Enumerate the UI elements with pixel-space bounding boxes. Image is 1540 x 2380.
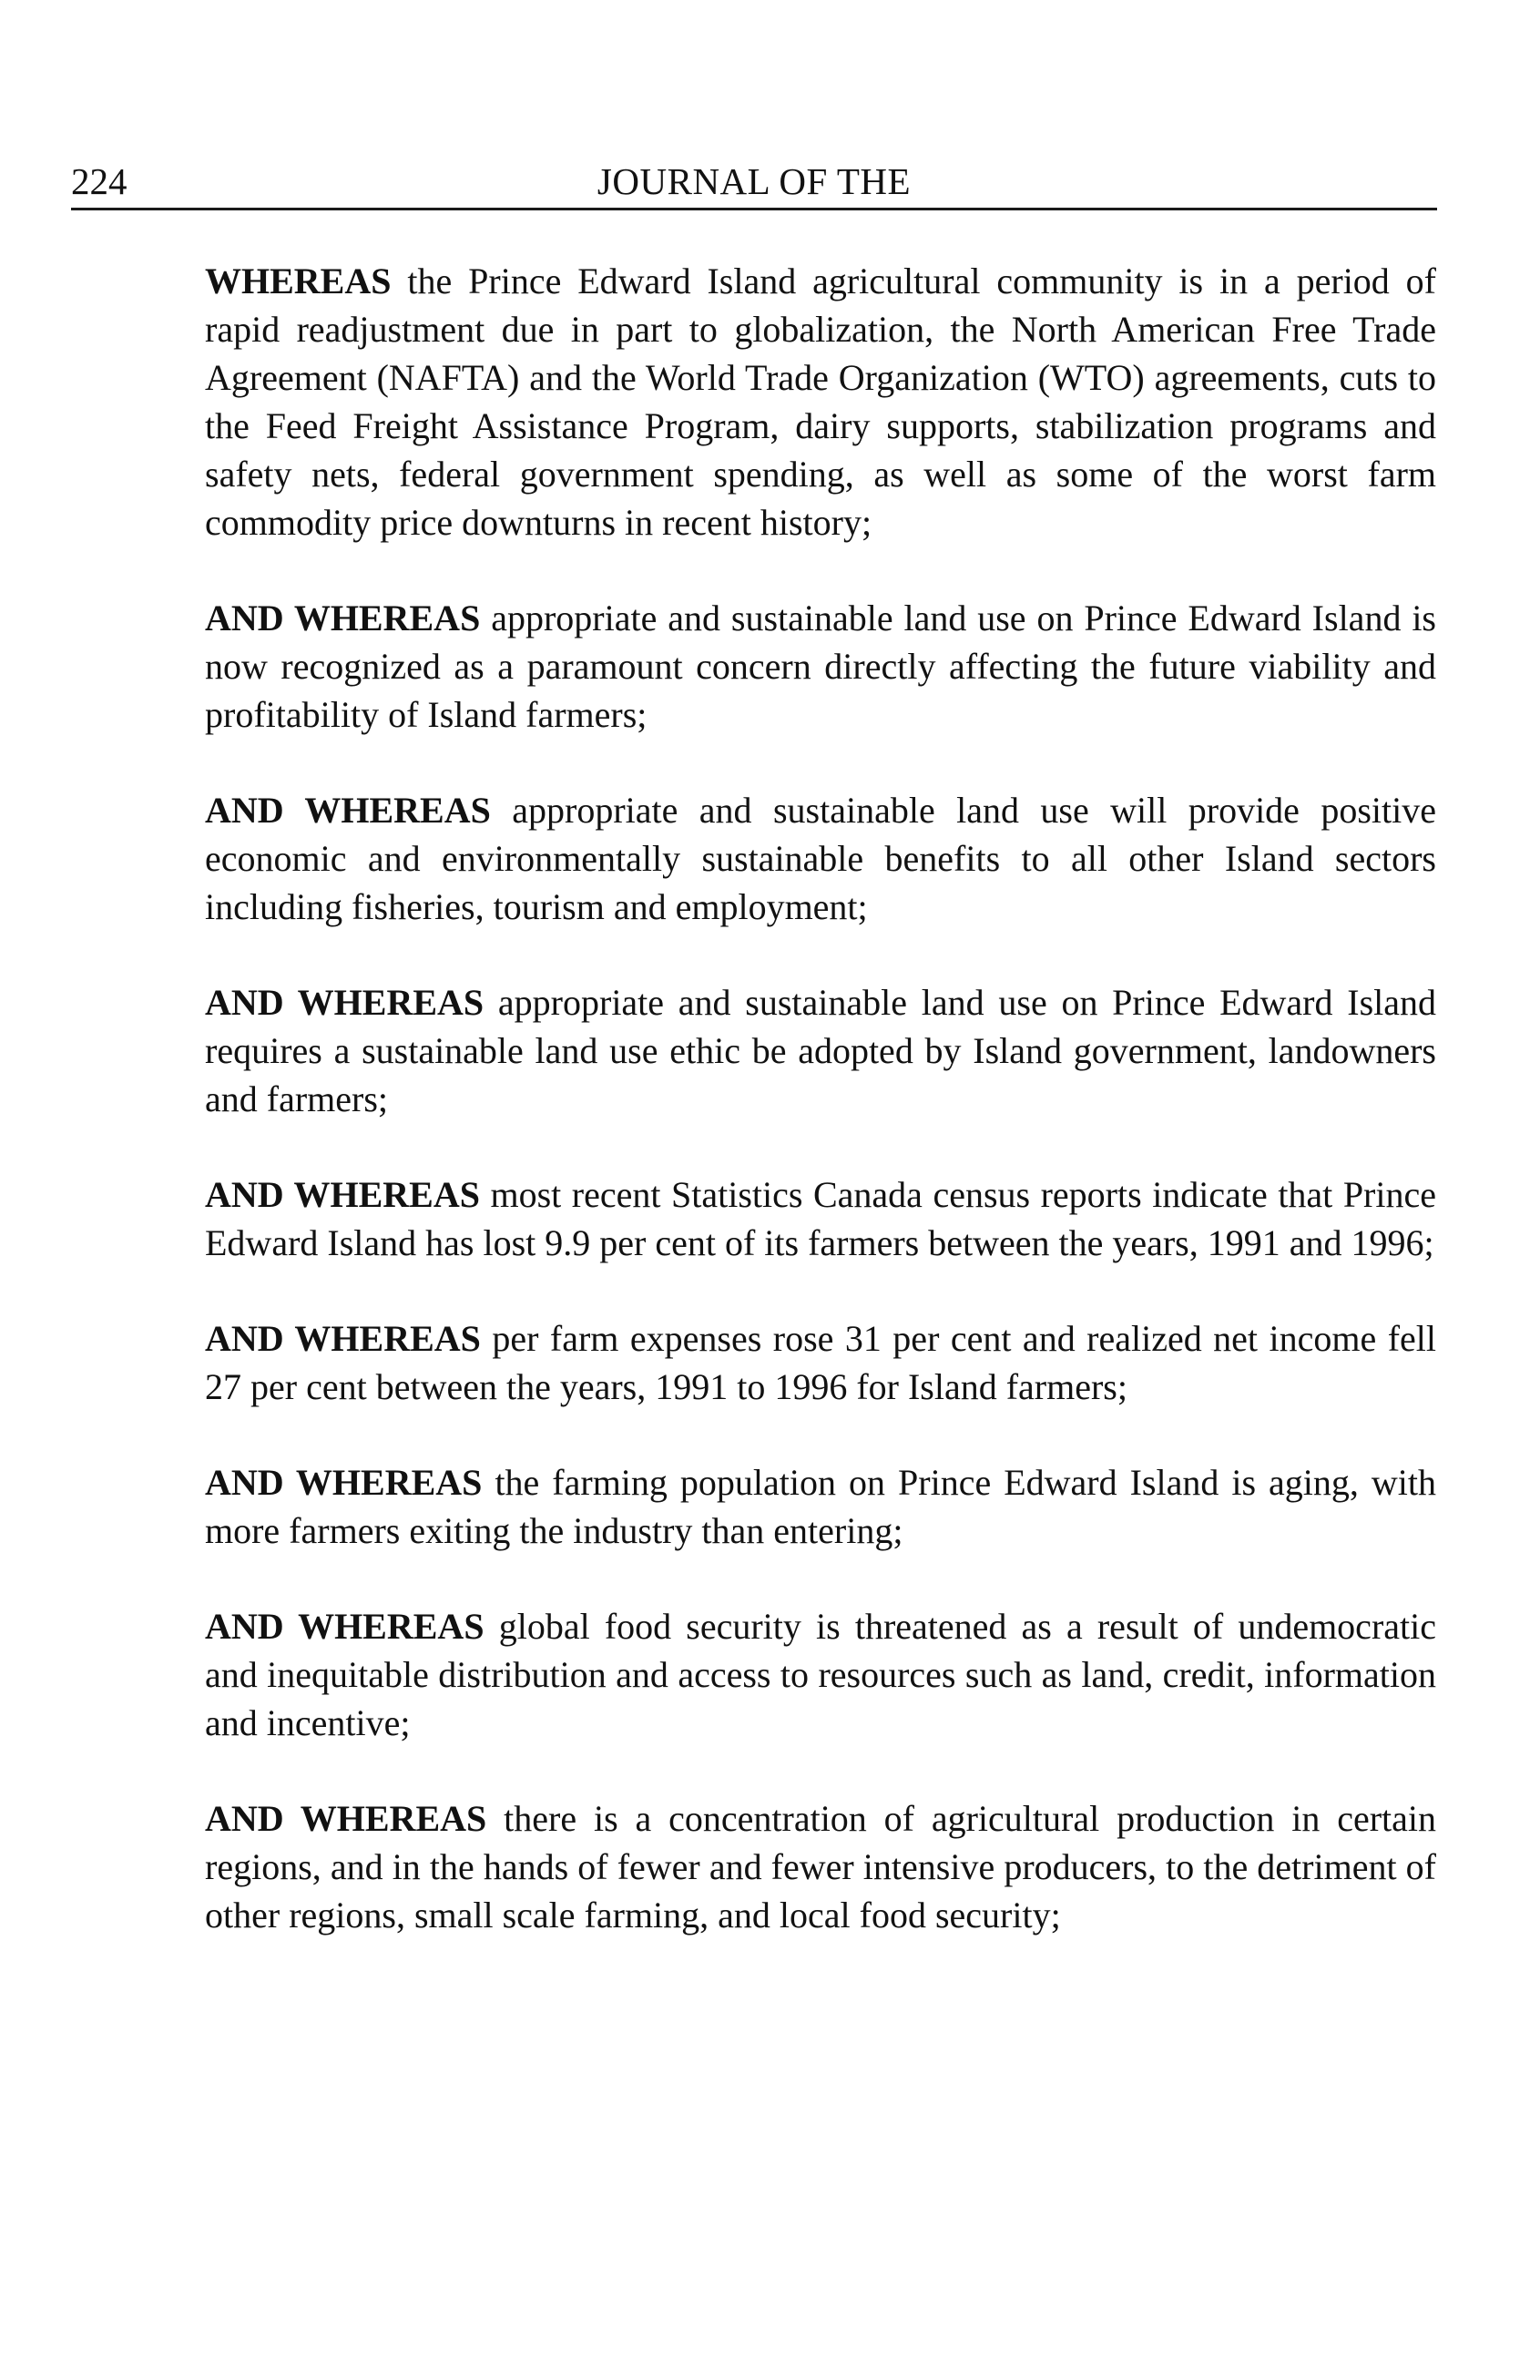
clause-lead: WHEREAS bbox=[205, 260, 392, 301]
clause-lead: AND WHEREAS bbox=[205, 1798, 487, 1839]
clause-text: most recent Statistics Canada census reports indicate that Prince Edward Island has lost 9.9 per cent of its farmers between the years, 1991 and 1996; bbox=[205, 1174, 1437, 1263]
clause-lead: AND WHEREAS bbox=[205, 1606, 484, 1647]
clause-text: per farm expenses rose 31 per cent and realized net income fell 27 per cent between the years, 1991 to 1996 for Island farmers; bbox=[205, 1318, 1437, 1407]
clause-lead: AND WHEREAS bbox=[205, 1462, 483, 1503]
whereas-clause bbox=[205, 1458, 1436, 1555]
clause-text: appropriate and sustainable land use will provide positive economic and environmentally sustainable benefits to all other Island sectors including fisheries, tourism and employment; bbox=[205, 790, 1437, 927]
whereas-clause bbox=[205, 1314, 1436, 1411]
clause-text: global food security is threatened as a result of undemocratic and inequitable distribution and access to resources such as land, credit, information and incentive; bbox=[205, 1606, 1436, 1743]
running-header bbox=[71, 153, 1437, 210]
clause-lead: AND WHEREAS bbox=[205, 790, 491, 831]
clause-text: the farming population on Prince Edward Island is aging, with more farmers exiting the industry than entering; bbox=[205, 1462, 1437, 1551]
clause-lead: AND WHEREAS bbox=[205, 598, 481, 638]
clause-text: appropriate and sustainable land use on Prince Edward Island requires a sustainable land use ethic be adopted by Island government, landowners and farmers; bbox=[205, 982, 1436, 1119]
clause-lead: AND WHEREAS bbox=[205, 1174, 480, 1215]
whereas-clause bbox=[205, 594, 1436, 739]
resolution-body bbox=[205, 257, 1436, 1987]
whereas-clause bbox=[205, 978, 1436, 1123]
whereas-clause bbox=[205, 1794, 1436, 1939]
page-number: 224 bbox=[71, 160, 127, 202]
clause-lead: AND WHEREAS bbox=[205, 1318, 481, 1359]
clause-lead: AND WHEREAS bbox=[205, 982, 484, 1023]
whereas-clause bbox=[205, 1602, 1436, 1747]
journal-title: JOURNAL OF THE bbox=[597, 160, 912, 202]
whereas-clause bbox=[205, 1170, 1436, 1267]
whereas-clause bbox=[205, 786, 1436, 931]
clause-text: there is a concentration of agricultural production in certain regions, and in the hands of fewer and fewer intensive producers, to the detriment of other regions, small scale farming, and local food security; bbox=[205, 1798, 1437, 1936]
clause-text: the Prince Edward Island agricultural community is in a period of rapid readjustment due in part to globalization, the North American Free Trade Agreement (NAFTA) and the World Trade Organization (WTO) agreements, cuts to the Feed Freight Assistance Program, dairy supports, stabilization programs and safety nets, federal government spending, as well as some of the worst farm commodity price downturns in recent history; bbox=[205, 260, 1437, 543]
whereas-clause bbox=[205, 257, 1436, 546]
clause-text: appropriate and sustainable land use on Prince Edward Island is now recognized as a paramount concern directly affecting the future viability and profitability of Island farmers; bbox=[205, 598, 1437, 735]
